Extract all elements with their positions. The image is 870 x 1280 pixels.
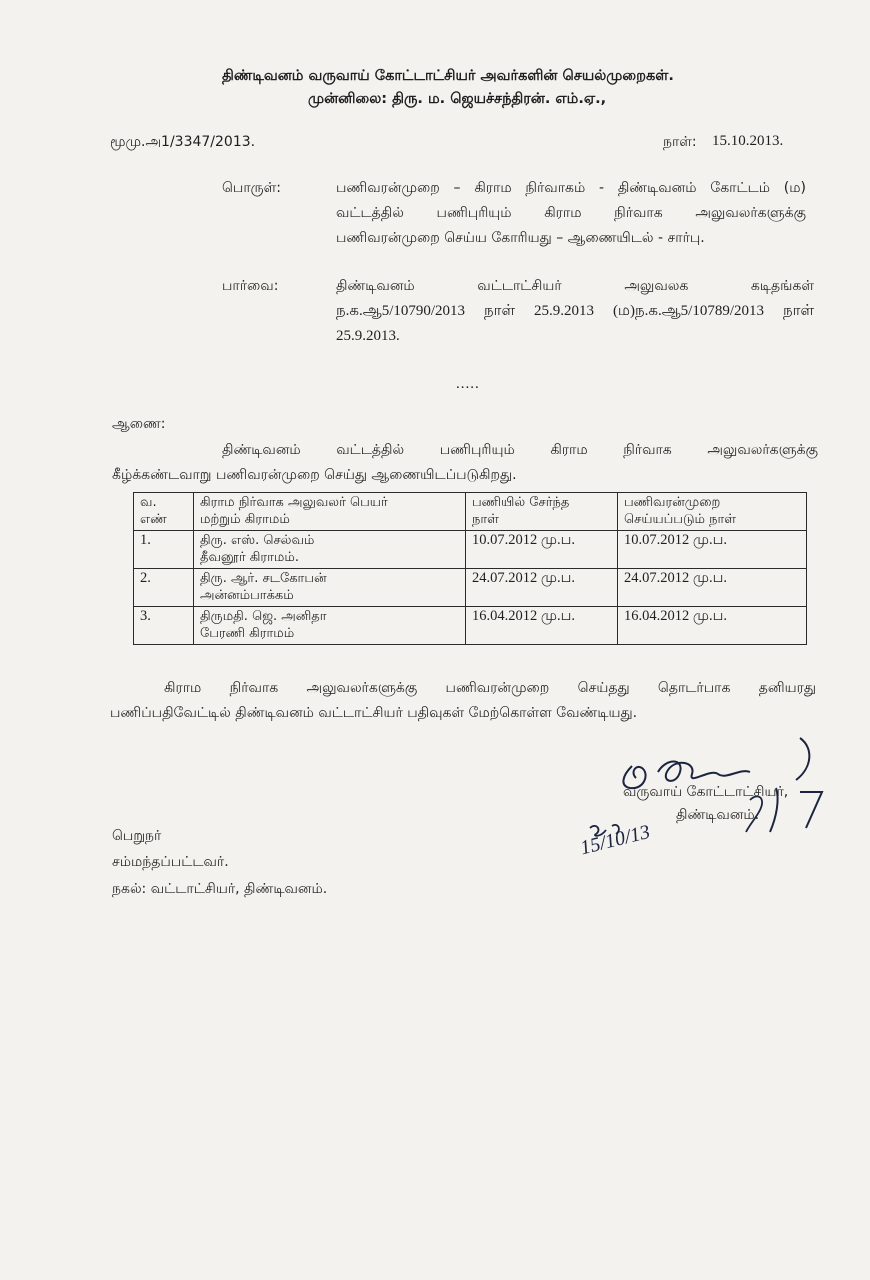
joined-date: 16.04.2012 மு.ப. [466,607,618,645]
officer-village: தீவனூர் கிராமம். [200,550,299,565]
recipients-line: சம்மந்தப்பட்டவர். [112,854,229,870]
officer-name: திரு. ஆர். சடகோபன் [200,571,327,586]
reference-line-1: திண்டிவனம் வட்டாட்சியர் அலுவலக கடிதங்கள் [336,278,814,294]
regularized-date: 10.07.2012 மு.ப. [618,531,807,569]
officer-name: திருமதி. ஜெ. அனிதா [200,609,327,624]
header-title: திண்டிவனம் வருவாய் கோட்டாட்சியர் அவர்களின் செயல்முறைகள். [222,68,674,84]
officer-cell [194,607,466,645]
regularized-date: 16.04.2012 மு.ப. [618,607,807,645]
reference-line-2: ந.க.ஆ5/10790/2013 நாள் 25.9.2013 (ம)ந.க.ஆ5/10789/2013 நாள் [336,303,814,319]
recipients-label: பெறுநர் [112,828,162,844]
handwritten-date: 15/10/13 [578,820,653,860]
row-number: 2. [134,569,194,607]
order-line-1: திண்டிவனம் வட்டத்தில் பணிபுரியும் கிராம நிர்வாக அலுவலர்களுக்கு [222,442,818,458]
closing-line-2: பணிப்பதிவேட்டில் திண்டிவனம் வட்டாட்சியர் பதிவுகள் மேற்கொள்ள வேண்டியது. [110,705,638,721]
date-value: 15.10.2013. [712,133,784,149]
table-header-row [134,493,807,531]
date-label: நாள்: [663,134,697,150]
officer-cell [194,531,466,569]
joined-date: 24.07.2012 மு.ப. [466,569,618,607]
table-row [134,607,807,645]
regularization-table [133,492,807,645]
joined-date: 10.07.2012 மு.ப. [466,531,618,569]
column-header: பணியில் சேர்ந்த நாள் [466,493,618,531]
order-label: ஆணை: [112,416,166,432]
regularized-date: 24.07.2012 மு.ப. [618,569,807,607]
table-row [134,569,807,607]
reference-label: பார்வை: [222,278,279,294]
subject-line-3: பணிவரன்முறை செய்ய கோரியது – ஆணையிடல் - சார்பு. [336,230,705,246]
officer-name: திரு. எஸ். செல்வம் [200,533,315,548]
closing-line-1: கிராம நிர்வாக அலுவலர்களுக்கு பணிவரன்முறை செய்தது தொடர்பாக தனியரது [164,680,816,696]
column-header: வ. எண் [134,493,194,531]
subject-line-2: வட்டத்தில் பணிபுரியும் கிராம நிர்வாக அலுவலர்களுக்கு [336,205,806,221]
row-number: 1. [134,531,194,569]
separator-dots: ..... [456,376,480,392]
subject-label: பொருள்: [222,180,281,196]
header-presence: முன்னிலை: திரு. ம. ஜெயச்சந்திரன். எம்.ஏ., [308,91,607,107]
signatory-title: வருவாய் கோட்டாட்சியர், [623,784,789,800]
subject-line-1: பணிவரன்முறை – கிராம நிர்வாகம் - திண்டிவனம் கோட்டம் (ம) [336,180,806,196]
reference-number: மூமு.அ1/3347/2013. [110,134,256,150]
column-header: பணிவரன்முறை செய்யப்படும் நாள் [618,493,807,531]
signatory-place: திண்டிவனம். [676,807,760,823]
officer-cell [194,569,466,607]
row-number: 3. [134,607,194,645]
order-line-2: கீழ்க்கண்டவாறு பணிவரன்முறை செய்து ஆணையிடப்படுகிறது. [112,467,517,483]
officer-village: பேரணி கிராமம் [200,626,295,641]
copy-to-line: நகல்: வட்டாட்சியர், திண்டிவனம். [112,881,328,897]
column-header: கிராம நிர்வாக அலுவலர் பெயர் மற்றும் கிராமம் [194,493,466,531]
table-row [134,531,807,569]
reference-line-3: 25.9.2013. [336,328,400,344]
officer-village: அன்னம்பாக்கம் [200,588,294,603]
